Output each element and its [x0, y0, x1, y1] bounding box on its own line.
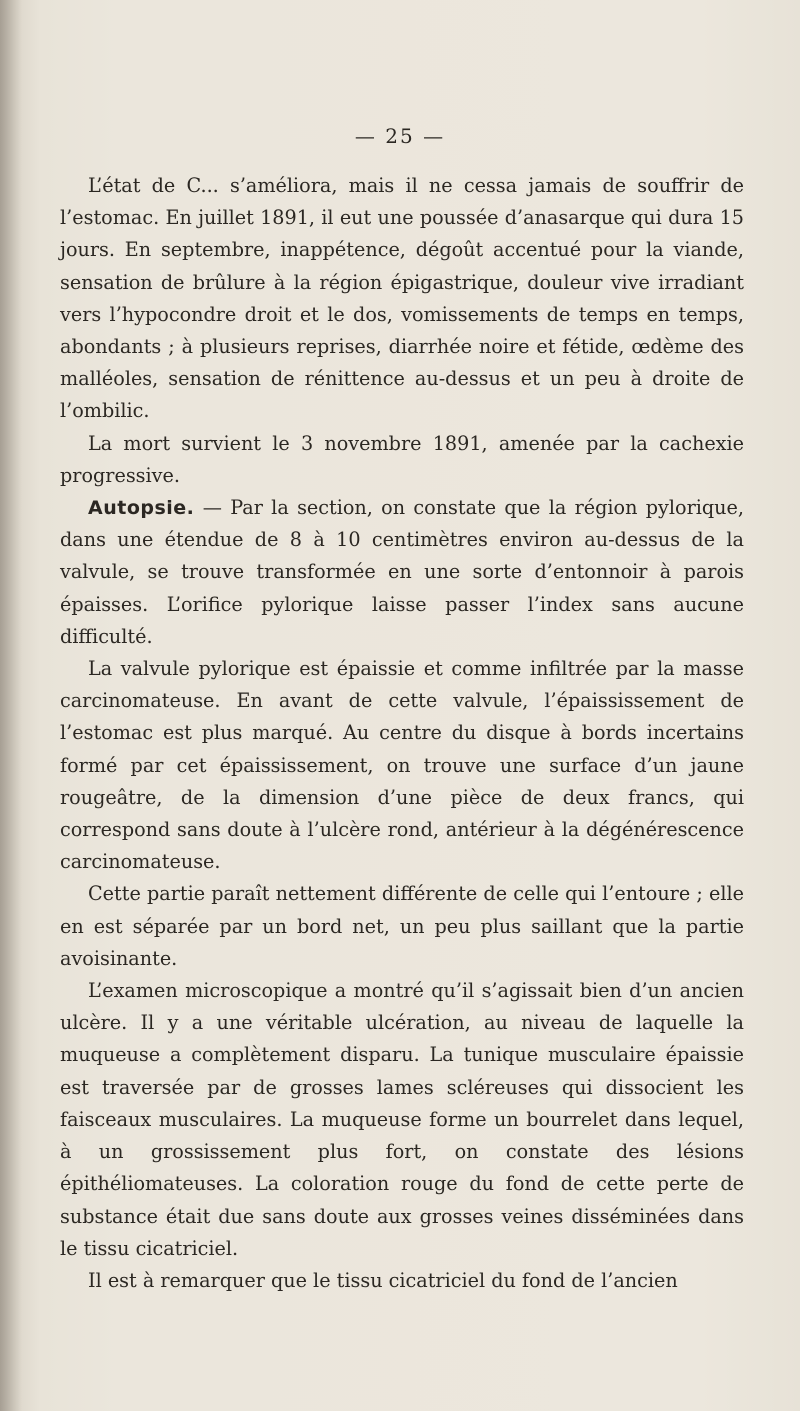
- page-spine-shadow: [0, 0, 22, 1411]
- paragraph-partie: Cette partie paraît nettement différente de celle qui l’entoure ; elle en est séparée par un bord net, un peu plus saillant que la partie avoisinante.: [60, 882, 744, 970]
- section-heading-autopsie: Autopsie.: [88, 497, 195, 520]
- paragraph-etat: L’état de C... s’améliora, mais il ne cessa jamais de souffrir de l’estomac. En juillet 1891, il eut une poussée d’anasarque qui dura 15 jours. En septembre, inappétence, dégoût accentué pour la viande, sensation de brûlure à la région épigastrique, douleur vive irradiant vers l’hypocondre droit et le dos, vomissements de temps en temps, abondants ; à plusieurs reprises, diarrhée noire et fétide, œdème des malléoles, sensation de rénittence au-dessus et un peu à droite de l’ombilic.: [60, 174, 744, 423]
- paragraph-autopsie: [60, 492, 744, 653]
- page-number: — 25 —: [354, 124, 446, 148]
- paragraph-remarque: Il est à remarquer que le tissu cicatriciel du fond de l’ancien: [88, 1268, 678, 1292]
- paragraph-valvule: La valvule pylorique est épaissie et comme infiltrée par la masse carcinomateuse. En avant de cette valvule, l’épaississement de l’estomac est plus marqué. Au centre du disque à bords incertains formé par cet épaississement, on trouve une surface d’un jaune rougeâtre, de la dimension d’une pièce de deux francs, qui correspond sans doute à l’ulcère rond, antérieur à la dégénérescence carcinomateuse.: [60, 657, 744, 874]
- paragraph-autopsie-text: — Par la section, on constate que la région pylorique, dans une étendue de 8 à 10 centimètres environ au-dessus de la valvule, se trouve transformée en une sorte d’entonnoir à parois épaisses. L’orifice pylorique laisse passer l’index sans aucune difficulté.: [60, 496, 744, 648]
- paragraph-examen: L’examen microscopique a montré qu’il s’agissait bien d’un ancien ulcère. Il y a une véritable ulcération, au niveau de laquelle la muqueuse a complètement disparu. La tunique musculaire épaissie est traversée par de grosses lames scléreuses qui dissocient les faisceaux musculaires. La muqueuse forme un bourrelet dans lequel, à un grossissement plus fort, on constate des lésions épithéliomateuses. La coloration rouge du fond de cette perte de substance était due sans doute aux grosses veines disséminées dans le tissu cicatriciel.: [60, 979, 744, 1260]
- paragraph-mort: La mort survient le 3 novembre 1891, amenée par la cachexie progressive.: [60, 431, 744, 487]
- body-text: [60, 170, 744, 1297]
